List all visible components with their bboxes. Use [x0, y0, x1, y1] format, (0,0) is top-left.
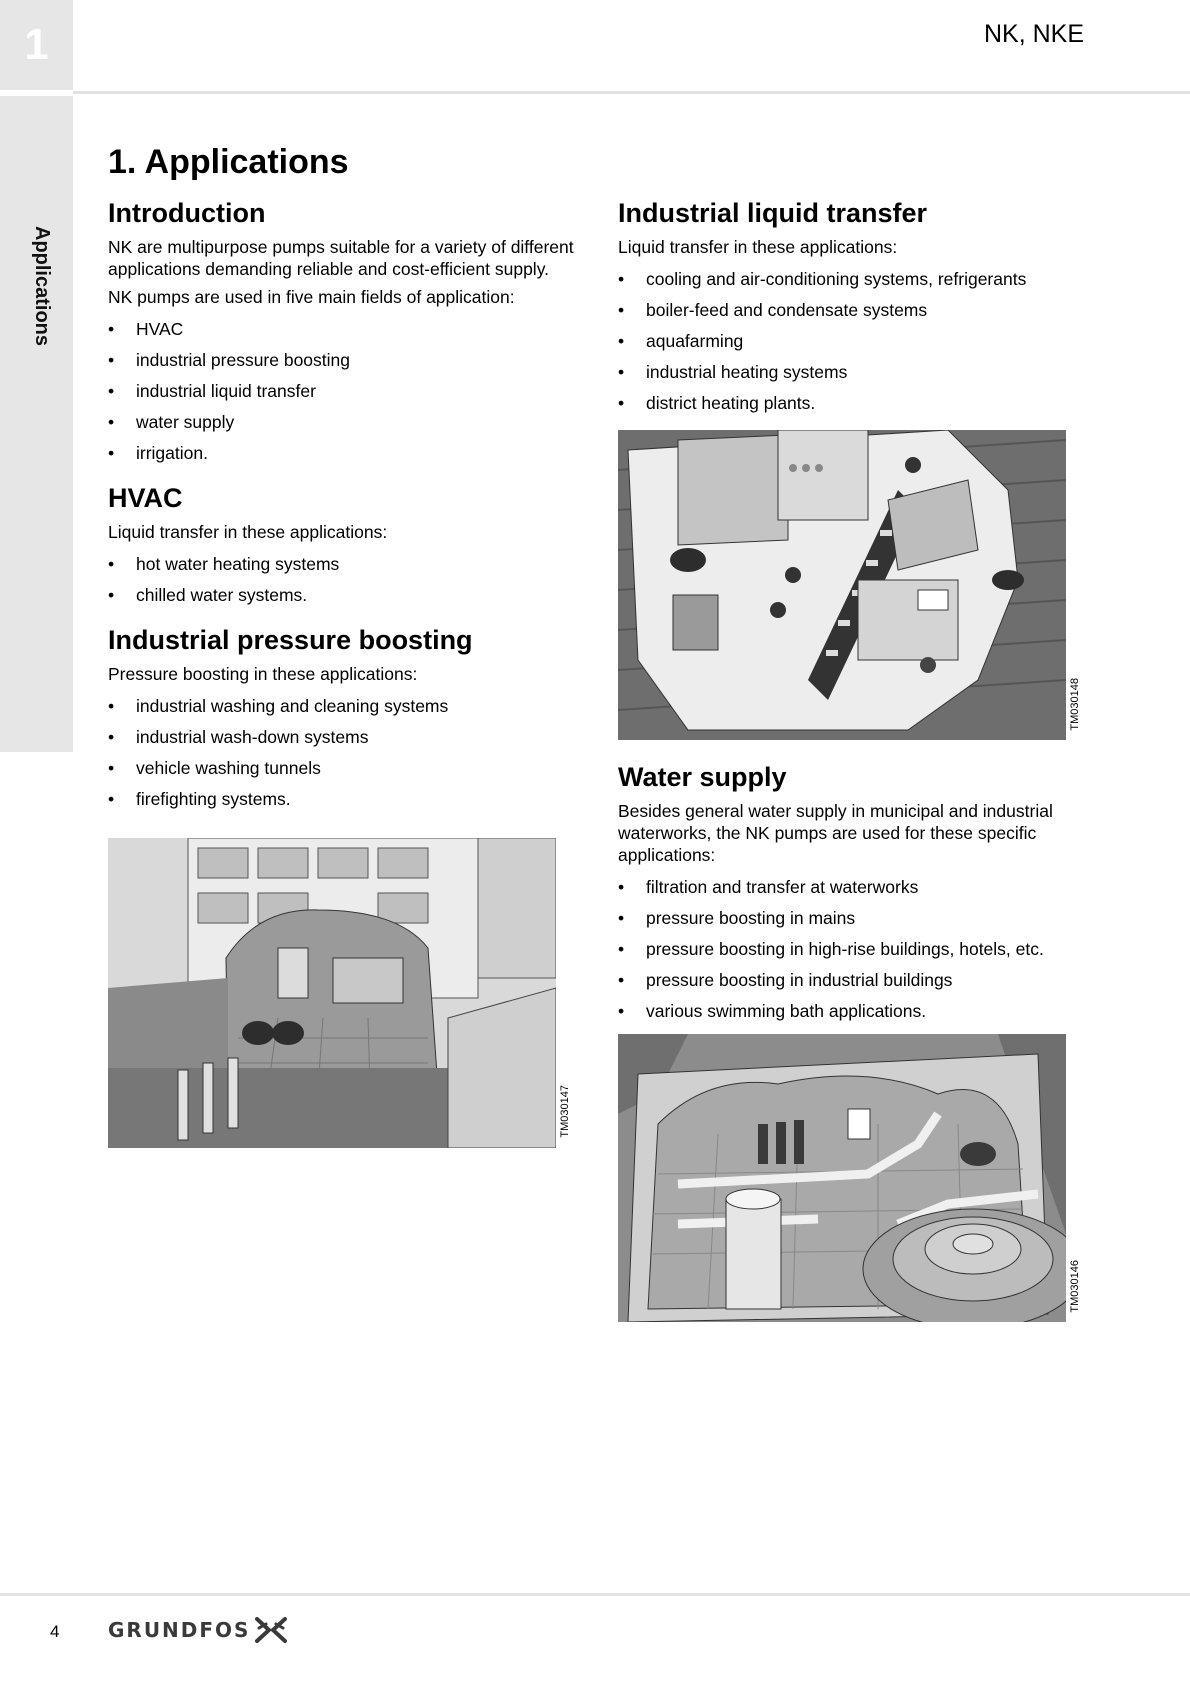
list-item: • vehicle washing tunnels	[108, 758, 321, 778]
list-item: • aquafarming	[618, 331, 744, 351]
list-item: • pressure boosting in industrial buildings	[618, 970, 953, 990]
list-item: • firefighting systems.	[108, 789, 291, 809]
intro-section	[108, 196, 578, 469]
water-supply-lead: Besides general water supply in municipal and industrial waterworks, the NK pumps are used for these specific applications:	[618, 801, 1053, 865]
list-item: • industrial pressure boosting	[108, 350, 351, 370]
list-item: • industrial heating systems	[618, 362, 848, 382]
list-item: • HVAC	[108, 319, 184, 339]
list-item: • pressure boosting in high-rise buildings, hotels, etc.	[618, 939, 1044, 959]
list-item: • industrial washing and cleaning systems	[108, 696, 449, 716]
liquid-transfer-lead: Liquid transfer in these applications:	[618, 237, 898, 257]
hvac-list	[108, 549, 578, 611]
pressure-boosting-lead: Pressure boosting in these applications:	[108, 664, 418, 684]
water-supply-illustration	[618, 1034, 1066, 1322]
pressure-boosting-section	[108, 623, 578, 815]
list-item: • various swimming bath applications.	[618, 1001, 927, 1021]
list-item: • industrial wash-down systems	[108, 727, 369, 747]
chapter-number: 1	[24, 20, 49, 69]
list-item: • water supply	[108, 412, 235, 432]
brand-wordmark: GRUNDFOS	[108, 1618, 251, 1642]
liquid-transfer-heading: Industrial liquid transfer	[618, 198, 928, 228]
water-supply-section	[618, 760, 1078, 1031]
intro-list	[108, 314, 578, 469]
list-item: • industrial liquid transfer	[108, 381, 316, 401]
figure-code: TM030147	[559, 1085, 571, 1138]
hvac-section	[108, 481, 578, 611]
hvac-heading: HVAC	[108, 483, 183, 513]
side-tab-label: Applications	[31, 226, 53, 347]
right-column	[618, 196, 1078, 431]
list-item: • district heating plants.	[618, 393, 816, 413]
list-item: • chilled water systems.	[108, 585, 308, 605]
page-number: 4	[50, 1622, 60, 1641]
water-supply-list	[618, 872, 1078, 1027]
liquid-transfer-illustration	[618, 430, 1066, 740]
intro-paragraph: NK are multipurpose pumps suitable for a variety of different applications demanding reliable and cost-efficient supply.	[108, 237, 574, 279]
footer-divider	[0, 1593, 1190, 1596]
hvac-lead: Liquid transfer in these applications:	[108, 522, 388, 542]
pressure-boosting-heading: Industrial pressure boosting	[108, 625, 473, 655]
grundfos-x-icon	[254, 1616, 288, 1644]
liquid-transfer-list	[618, 264, 1078, 419]
left-column	[108, 140, 578, 827]
pressure-boosting-list	[108, 691, 578, 815]
page-title: 1. Applications	[108, 143, 349, 181]
side-tab	[0, 96, 73, 752]
grundfos-logo	[108, 1610, 288, 1650]
figure-code: TM030146	[1069, 1260, 1081, 1313]
list-item: • filtration and transfer at waterworks	[618, 877, 919, 897]
liquid-transfer-section	[618, 196, 1078, 419]
chapter-number-tab	[0, 0, 73, 90]
pressure-boosting-illustration	[108, 838, 556, 1148]
intro-paragraph: NK pumps are used in five main fields of application:	[108, 287, 515, 307]
list-item: • pressure boosting in mains	[618, 908, 856, 928]
water-supply-heading: Water supply	[618, 762, 787, 792]
list-item: • cooling and air-conditioning systems, refrigerants	[618, 269, 1027, 289]
figure-code: TM030148	[1069, 678, 1081, 731]
list-item: • boiler-feed and condensate systems	[618, 300, 928, 320]
header-divider	[73, 91, 1190, 94]
intro-heading: Introduction	[108, 198, 266, 228]
list-item: • irrigation.	[108, 443, 208, 463]
list-item: • hot water heating systems	[108, 554, 340, 574]
document-title: NK, NKE	[983, 20, 1084, 48]
